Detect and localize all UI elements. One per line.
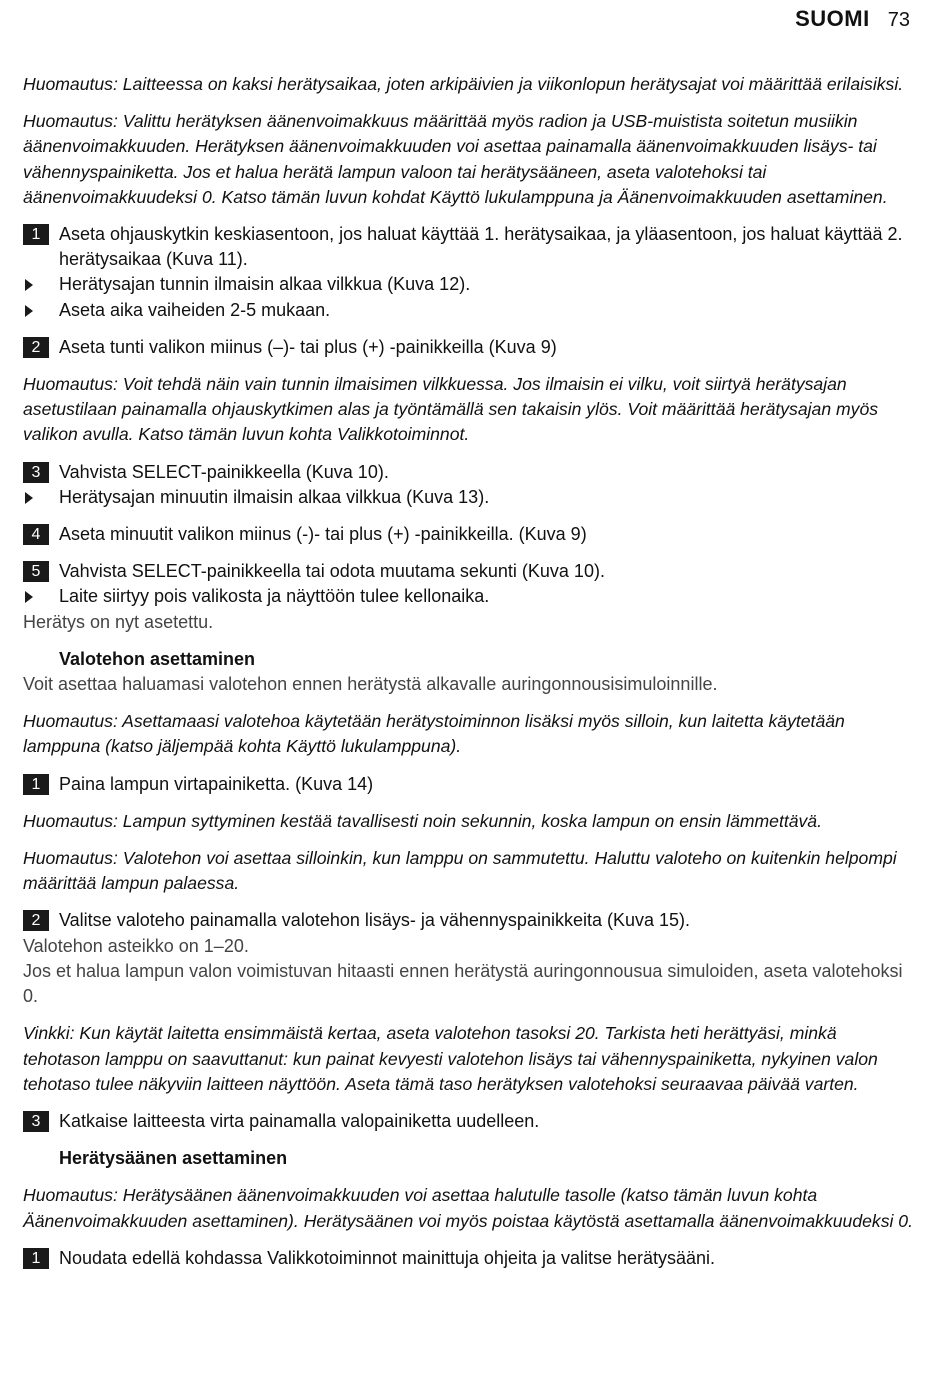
instruction-block xyxy=(23,522,915,547)
step-number-badge: 5 xyxy=(23,561,49,582)
result-arrow-icon xyxy=(25,279,33,291)
step-item xyxy=(23,335,915,360)
step-number-badge: 3 xyxy=(23,1111,49,1132)
step-text: Valitse valoteho painamalla valotehon lisäys- ja vähennyspainikkeita (Kuva 15). xyxy=(59,910,691,931)
body-text: Valotehon asteikko on 1–20. xyxy=(23,935,249,956)
step-item xyxy=(23,772,915,797)
result-item xyxy=(23,298,915,323)
step-text: Katkaise laitteesta virta painamalla valopainiketta uudelleen. xyxy=(59,1110,540,1131)
instruction-block xyxy=(23,335,915,360)
note-paragraph: Huomautus: Lampun syttyminen kestää tavallisesti noin sekunnin, koska lampun on ensin lämmettävä. xyxy=(23,810,822,831)
step-item xyxy=(23,559,915,584)
note-paragraph: Vinkki: Kun käytät laitetta ensimmäistä kertaa, aseta valotehon tasoksi 20. Tarkista heti herättyäsi, minkä tehotason lamppu on saavuttanut: kun painat kevyesti valotehon lisäys tai vähennyspainiketta, nykyinen valon tehotaso tulee näkyviin laitteen näyttöön. Aseta tämä taso herätyksen valotehoksi seuraavaa päivää varten. xyxy=(23,1023,878,1094)
result-text: Herätysajan tunnin ilmaisin alkaa vilkkua (Kuva 12). xyxy=(59,274,471,295)
note-paragraph: Huomautus: Valotehon voi asettaa silloinkin, kun lamppu on sammutettu. Haluttu valoteho on kuitenkin helpompi määrittää lampun palaessa. xyxy=(23,848,897,894)
note-paragraph: Huomautus: Asettamaasi valotehoa käytetään herätystoiminnon lisäksi myös silloin, kun laitetta käytetään lamppuna (katso jäljempää kohta Käyttö lukulamppuna). xyxy=(23,711,845,757)
note-paragraph: Huomautus: Herätysäänen äänenvoimakkuuden voi asettaa halutulle tasolle (katso tämän luvun kohta Äänenvoimakkuuden asettaminen). Herätysäänen voi myös poistaa käytöstä asettamalla äänenvoimakkuudeksi 0. xyxy=(23,1185,913,1231)
step-item xyxy=(23,460,915,485)
page-content xyxy=(23,72,915,1283)
step-text: Noudata edellä kohdassa Valikkotoiminnot mainittuja ohjeita ja valitse herätysääni. xyxy=(59,1247,716,1268)
step-text: Aseta ohjauskytkin keskiasentoon, jos haluat käyttää 1. herätysaikaa, ja yläasentoon, jos haluat käyttää 2. herätysaikaa (Kuva 11). xyxy=(59,224,903,270)
instruction-block xyxy=(23,772,915,797)
instruction-block xyxy=(23,559,915,635)
step-item xyxy=(23,908,915,933)
instruction-block xyxy=(23,460,915,510)
instruction-block xyxy=(23,1109,915,1134)
body-text: Herätys on nyt asetettu. xyxy=(23,611,214,632)
note-paragraph: Huomautus: Laitteessa on kaksi herätysaikaa, joten arkipäivien ja viikonlopun herätysajat voi määrittää erilaisiksi. xyxy=(23,74,904,94)
note-paragraph: Huomautus: Valittu herätyksen äänenvoimakkuus määrittää myös radion ja USB-muistista soitetun musiikin äänenvoimakkuuden. Herätyksen äänenvoimakkuuden voi asettaa painamalla äänenvoimakkuuden lisäys- tai vähennyspainiketta. Jos et halua herätä lampun valoon tai herätysääneen, aseta valotehoksi tai äänenvoimakkuudeksi 0. Katso tämän luvun kohdat Käyttö lukulamppuna ja Äänenvoimakkuuden asettaminen. xyxy=(23,111,888,207)
result-text: Laite siirtyy pois valikosta ja näyttöön tulee kellonaika. xyxy=(59,586,490,607)
instruction-block xyxy=(23,647,915,697)
result-text: Herätysajan minuutin ilmaisin alkaa vilkkua (Kuva 13). xyxy=(59,486,490,507)
step-number-badge: 3 xyxy=(23,462,49,483)
result-item xyxy=(23,485,915,510)
instruction-block xyxy=(23,222,915,323)
body-text: Voit asettaa haluamasi valotehon ennen herätystä alkavalle auringonnousisimuloinnille. xyxy=(23,674,718,695)
step-number-badge: 2 xyxy=(23,910,49,931)
instruction-block xyxy=(23,1146,915,1171)
step-text: Vahvista SELECT-painikkeella tai odota muutama sekunti (Kuva 10). xyxy=(59,561,605,582)
result-item xyxy=(23,584,915,609)
section-heading: Valotehon asettaminen xyxy=(59,648,256,669)
instruction-block xyxy=(23,1246,915,1271)
result-item xyxy=(23,272,915,297)
language-label: SUOMI xyxy=(795,6,870,31)
step-item xyxy=(23,522,915,547)
instruction-block xyxy=(23,908,915,1009)
page-header xyxy=(795,6,910,32)
result-arrow-icon xyxy=(25,305,33,317)
step-number-badge: 1 xyxy=(23,1248,49,1269)
body-text: Jos et halua lampun valon voimistuvan hitaasti ennen herätystä auringonnousua simuloiden, aseta valotehoksi 0. xyxy=(23,960,903,1007)
result-text: Aseta aika vaiheiden 2-5 mukaan. xyxy=(59,299,331,320)
step-text: Paina lampun virtapainiketta. (Kuva 14) xyxy=(59,773,374,794)
step-item xyxy=(23,1246,915,1271)
section-heading: Herätysäänen asettaminen xyxy=(59,1148,288,1169)
step-text: Aseta minuutit valikon miinus (-)- tai plus (+) -painikkeilla. (Kuva 9) xyxy=(59,524,587,545)
step-number-badge: 1 xyxy=(23,224,49,245)
step-text: Aseta tunti valikon miinus (–)- tai plus (+) -painikkeilla (Kuva 9) xyxy=(59,336,557,357)
step-number-badge: 4 xyxy=(23,524,49,545)
result-arrow-icon xyxy=(25,591,33,603)
step-number-badge: 2 xyxy=(23,337,49,358)
step-text: Vahvista SELECT-painikkeella (Kuva 10). xyxy=(59,461,389,482)
step-item xyxy=(23,222,915,272)
result-arrow-icon xyxy=(25,492,33,504)
step-number-badge: 1 xyxy=(23,774,49,795)
step-item xyxy=(23,1109,915,1134)
page-number: 73 xyxy=(887,9,910,31)
note-paragraph: Huomautus: Voit tehdä näin vain tunnin ilmaisimen vilkkuessa. Jos ilmaisin ei vilku, voit siirtyä herätysajan asetustilaan painamalla ohjauskytkimen alas ja työntämällä sen takaisin ylös. Voit määrittää herätysajan myös valikon avulla. Katso tämän luvun kohta Valikkotoiminnot. xyxy=(23,374,879,445)
